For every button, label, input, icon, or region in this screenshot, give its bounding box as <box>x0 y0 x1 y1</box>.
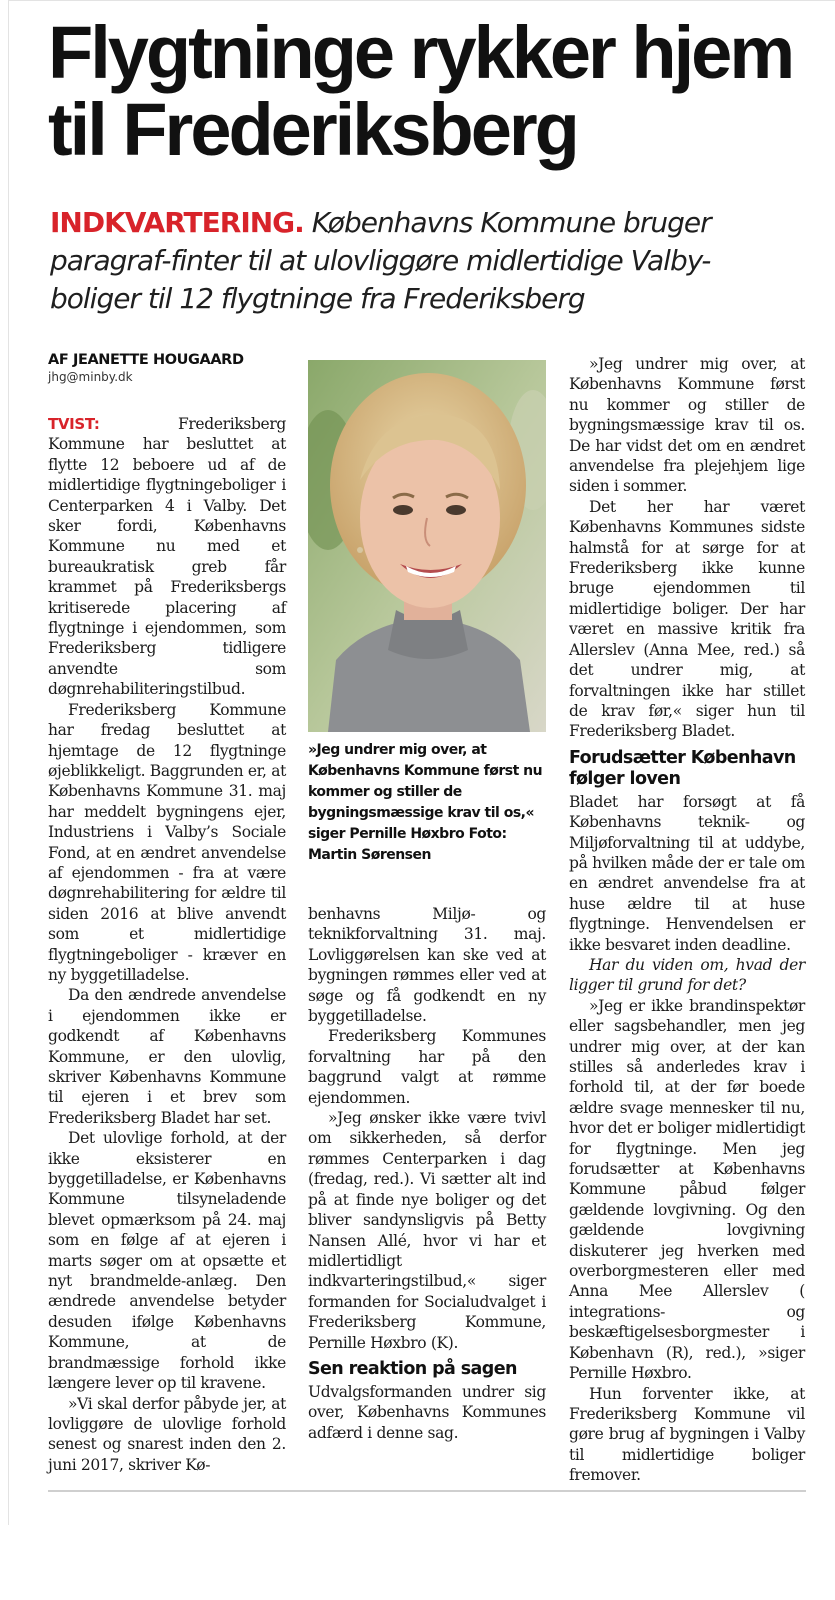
portrait-illustration <box>308 360 546 732</box>
paragraph: »Jeg er ikke brandinspektør eller sagsbehandler, men jeg undrer mig over, at der kan stilles så anderledes krav i forhold til, at der før boede ældre svage mennesker til nu, hvor det er boliger midlertidigt for flygtninge. Men jeg forudsætter at Københavns Kommune påbud følger gældende lovgivning. Og den gældende lovgivning diskuterer jeg hverken med overborgmesteren eller med Anna Mee Allerslev ( integrations- og beskæftigelsesborgmester i København (R), red.), »siger Pernille Høxbro. <box>569 996 805 1383</box>
standfirst-kicker: INDKVARTERING. <box>50 206 304 239</box>
paragraph: »Jeg ønsker ikke være tvivl om sikkerheden, så derfor rømmes Centerparken i dag (fredag, red.). Vi sætter alt ind på at finde nye boliger og det bliver sandynsligvis på Betty Nansen Allé, hvor vi har et midlertidligt indkvarteringstilbud,« siger formanden for Socialudvalget i Frederiksberg Kommune, Pernille Høxbro (K). <box>308 1109 546 1352</box>
byline <box>48 352 244 384</box>
column-2 <box>308 904 546 1443</box>
paragraph: »Vi skal derfor påbyde jer, at lovliggøre de ulovlige forhold senest og snarest inden den 2. juni 2017, skriver Kø- <box>48 1394 286 1474</box>
paragraph: »Jeg undrer mig over, at Københavns Kommune først nu kommer og stiller de bygningsmæssige krav til os. De har vidst det om en ændret anvendelse fra plejehjem lige siden i sommer. <box>569 355 805 496</box>
paragraph: Frederiksberg Kommune har fredag besluttet at hjemtage de 12 flygtninge øjeblikkeligt. Baggrunden er, at Københavns Kommune 31. maj har meddelt bygningens ejer, Industriens i Valby’s Sociale Fond, at en ændret anvendelse af ejendommen - fra at være døgnrehabilitering for ældre til siden 2016 at blive anvendt som et midlertidige flygtningeboliger - kræver en ny byggetilladelse. <box>48 700 286 984</box>
page-edge-top <box>8 0 835 1</box>
standfirst-text: Københavns Kommune bruger paragraf-finter til at ulovliggøre midlertidige Valby-boliger til 12 flygtninge fra Frederiksberg <box>50 206 711 315</box>
subheading-forudsaetter: Forudsætter København følger loven <box>569 747 796 789</box>
byline-name: AF JEANETTE HOUGAARD <box>48 352 244 368</box>
paragraph: Det ulovlige forhold, at der ikke eksisterer en byggetilladelse, er Københavns Kommune tilsyneladende blevet opmærksom på 24. maj som en følge af at ejeren i marts søger om at opsætte et nyt brandmelde-anlæg. Den ændrede anvendelse betyder desuden ifølge Københavns Kommune, at de brandmæssige forhold ikke længere lever op til kravene. <box>48 1129 286 1393</box>
paragraph: Det her har været Københavns Kommunes sidste halmstå for at sørge for at Frederiksberg ikke kunne bruge ejendommen til midlertidige boliger. Der har været en massive kritik fra Allerslev (Anna Mee, red.) så det undrer mig, at forvaltningen ikke har stillet de krav før,« siger hun til Frederiksberg Bladet. <box>569 497 805 741</box>
column-3 <box>569 354 805 1486</box>
paragraph: benhavns Miljø- og teknikforvaltning 31. maj. Lovliggørelsen kan ske ved at bygningen rømmes eller ved at søge og få godkendt en ny byggetilladelse. <box>308 905 546 1026</box>
paragraph: Udvalgsformanden undrer sig over, Københavns Kommunes adfærd i denne sag. <box>308 1382 546 1442</box>
lead-paragraph: TVIST: Frederiksberg Kommune har besluttet at flytte 12 beboere ud af de midlertidige flygtningeboliger i Centerparken 4 i Valby. Det sker fordi, Københavns Kommune nu med et bureaukratisk greb får krammet på Frederiksbergs kritiserede placering af flygtninge i ejendommen, som Frederiksberg tidligere anvendte som døgnrehabiliteringstilbud. <box>48 415 286 699</box>
interview-question: Har du viden om, hvad der ligger til grund for det? <box>569 955 805 995</box>
byline-email: jhg@minby.dk <box>48 370 133 384</box>
photo-caption: »Jeg undrer mig over, at Københavns Kommune først nu kommer og stiller de bygningsmæssige krav til os,« siger Pernille Høxbro Foto: Martin Sørensen <box>308 742 543 863</box>
portrait-photo <box>308 360 546 732</box>
paragraph: Frederiksberg Kommunes forvaltning har på den baggrund valgt at rømme ejendommen. <box>308 1027 546 1107</box>
lead-label: TVIST: <box>48 415 100 433</box>
bottom-rule <box>48 1490 806 1492</box>
paragraph: Bladet har forsøgt at få Københavns teknik- og Miljøforvaltning til at uddybe, på hvilken måde der er tale om en ændret anvendelse fra at huse ældre til at huse flygtninge. Henvendelsen er ikke besvaret inden deadline. <box>569 792 805 954</box>
subheading-sen-reaktion: Sen reaktion på sagen <box>308 1358 517 1379</box>
paragraph: Hun forventer ikke, at Frederiksberg Kommune vil gøre brug af bygningen i Valby til midlertidige boliger fremover. <box>569 1384 805 1485</box>
headline: Flygtninge rykker hjem til Frederiksberg <box>48 11 793 171</box>
standfirst <box>50 204 790 318</box>
column-1 <box>48 414 286 1475</box>
paragraph: Da den ændrede anvendelse i ejendommen ikke er godkendt af Københavns Kommune, er den ulovlig, skriver Københavns Kommune til ejeren i et brev som Frederiksberg Bladet har set. <box>48 986 286 1127</box>
page-edge <box>8 0 9 1525</box>
